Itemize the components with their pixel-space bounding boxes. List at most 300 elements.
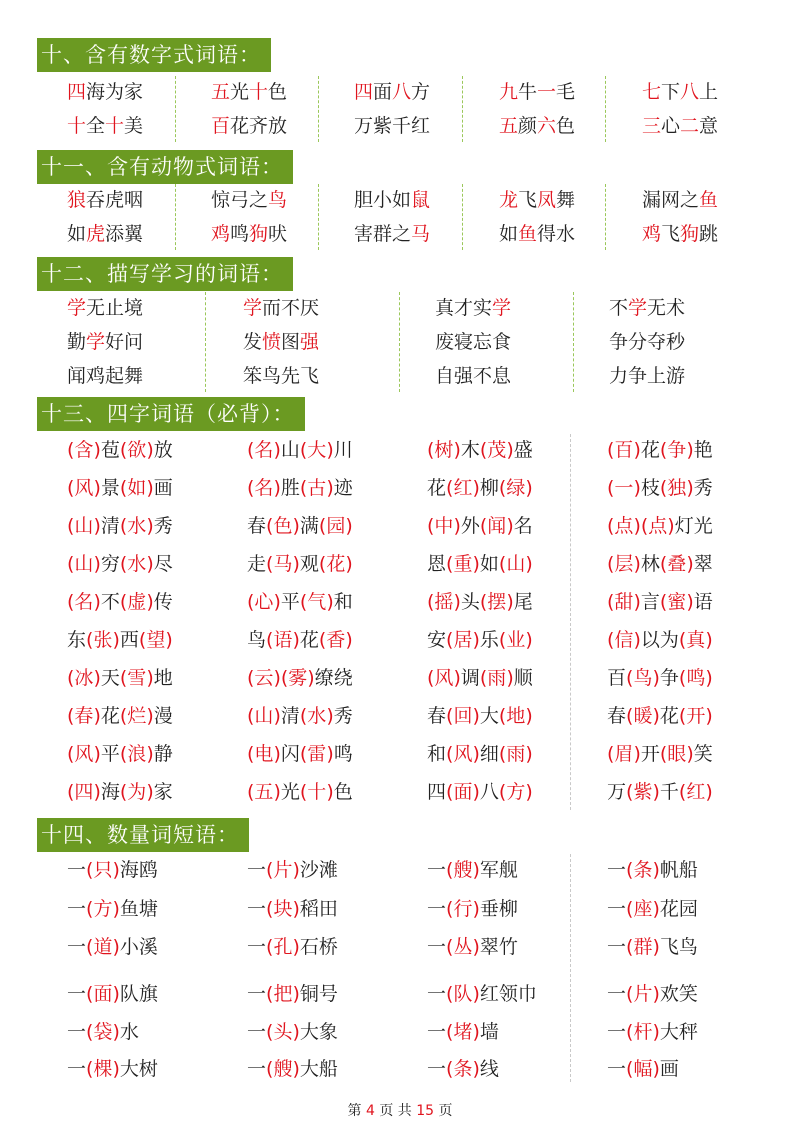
highlight-char: 绿	[506, 477, 526, 499]
phrase-text: 勤	[67, 331, 87, 353]
phrase-text: 毛	[556, 81, 576, 103]
phrase-text: )	[652, 859, 660, 881]
highlight-char: 园	[326, 515, 346, 537]
highlight-char: 五	[499, 115, 519, 137]
phrase-text: 花	[427, 477, 447, 499]
highlight-char: 名	[74, 591, 94, 613]
phrase-text: (	[247, 705, 255, 727]
highlight-char: 争	[667, 439, 687, 461]
phrase-text: 大象	[299, 1021, 338, 1043]
phrase-text: (	[607, 629, 615, 651]
phrase-text: )	[686, 553, 694, 575]
phrase-text: 海鸥	[119, 859, 158, 881]
phrase-text: 心	[661, 115, 681, 137]
phrase-text: (	[607, 439, 615, 461]
phrase-cell	[427, 512, 533, 540]
phrase-text: 百	[607, 667, 627, 689]
phrase-text: 笨鸟先飞	[243, 365, 320, 387]
phrase-text: 春	[607, 705, 627, 727]
highlight-char: 学	[628, 297, 648, 319]
highlight-char: 雾	[288, 667, 308, 689]
phrase-text: 恩	[427, 553, 447, 575]
highlight-char: 大	[307, 439, 327, 461]
phrase-text: )	[292, 1058, 300, 1080]
phrase-cell	[247, 588, 353, 616]
phrase-cell	[67, 895, 158, 923]
phrase-text: (	[318, 553, 327, 575]
phrase-text: (	[607, 477, 615, 499]
column-divider	[205, 292, 206, 392]
phrase-text: (	[607, 553, 615, 575]
phrase-text: )	[273, 705, 281, 727]
phrase-text: )	[112, 983, 120, 1005]
phrase-cell	[642, 186, 718, 214]
phrase-text: )	[326, 477, 334, 499]
phrase-text: )	[633, 743, 641, 765]
highlight-char: 含	[74, 439, 94, 461]
phrase-text: 一	[67, 1058, 87, 1080]
phrase-text: 传	[153, 591, 173, 613]
phrase-cell	[499, 220, 575, 248]
highlight-char: 百	[614, 439, 634, 461]
phrase-text: 无止境	[86, 297, 144, 319]
phrase-text: 美	[124, 115, 144, 137]
phrase-text: )	[472, 983, 480, 1005]
phrase-text: (	[67, 591, 75, 613]
highlight-char: 重	[453, 553, 473, 575]
phrase-cell	[247, 474, 353, 502]
phrase-cell	[427, 933, 518, 961]
highlight-char: 摆	[487, 591, 507, 613]
phrase-text: (	[659, 439, 668, 461]
footer-page-number: 4	[365, 1103, 375, 1119]
phrase-text: (	[299, 705, 308, 727]
phrase-text: 海为家	[86, 81, 144, 103]
phrase-text: 花	[299, 629, 319, 651]
phrase-text: 上	[699, 81, 719, 103]
highlight-char: 茂	[487, 439, 507, 461]
highlight-char: 如	[127, 477, 147, 499]
phrase-text: (	[659, 477, 668, 499]
phrase-text: )	[705, 705, 713, 727]
phrase-text: (	[119, 667, 128, 689]
phrase-text: 一	[607, 859, 627, 881]
phrase-cell	[427, 1018, 499, 1046]
highlight-char: 八	[680, 81, 700, 103]
phrase-text: (	[119, 781, 128, 803]
highlight-char: 鸡	[642, 223, 662, 245]
highlight-char: 层	[614, 553, 634, 575]
phrase-cell	[67, 186, 143, 214]
highlight-char: 十	[67, 115, 87, 137]
phrase-cell	[435, 362, 511, 390]
phrase-text: 如	[479, 553, 499, 575]
phrase-text: )	[112, 629, 120, 651]
phrase-text: )	[146, 705, 154, 727]
phrase-text: 一	[427, 936, 447, 958]
phrase-cell	[67, 112, 143, 140]
phrase-text: 秀	[693, 477, 713, 499]
phrase-text: 顺	[513, 667, 533, 689]
phrase-text: (	[498, 781, 507, 803]
phrase-cell	[67, 664, 173, 692]
footer-mid: 页 共	[379, 1103, 412, 1119]
phrase-text: )	[292, 629, 300, 651]
column-divider	[318, 76, 319, 142]
phrase-cell	[354, 186, 430, 214]
phrase-text: )	[652, 898, 660, 920]
footer-total-pages: 15	[416, 1103, 435, 1119]
phrase-text: 不	[100, 591, 120, 613]
highlight-char: 红	[686, 781, 706, 803]
phrase-cell	[607, 740, 713, 768]
phrase-text: 林	[640, 553, 660, 575]
phrase-text: (	[86, 898, 94, 920]
phrase-text: (	[67, 439, 75, 461]
phrase-text: 鸣	[230, 223, 250, 245]
phrase-text: )	[93, 743, 101, 765]
phrase-cell	[67, 550, 173, 578]
phrase-text: )	[453, 591, 461, 613]
phrase-text: )	[453, 667, 461, 689]
phrase-text: 花齐放	[230, 115, 288, 137]
phrase-text: (	[299, 781, 308, 803]
phrase-cell	[211, 220, 287, 248]
phrase-text: 如	[499, 223, 519, 245]
phrase-text: )	[633, 553, 641, 575]
phrase-text: 好问	[105, 331, 144, 353]
phrase-text: (	[247, 477, 255, 499]
phrase-cell	[607, 588, 713, 616]
highlight-char: 百	[211, 115, 231, 137]
phrase-text: 一	[427, 983, 447, 1005]
phrase-text: (	[299, 591, 308, 613]
phrase-text: (	[498, 477, 507, 499]
phrase-text: 小溪	[119, 936, 158, 958]
phrase-text: 舞	[556, 189, 576, 211]
phrase-cell	[247, 702, 353, 730]
highlight-char: 水	[127, 515, 147, 537]
highlight-char: 心	[254, 591, 274, 613]
phrase-cell	[642, 112, 718, 140]
phrase-text: 万紫千红	[354, 115, 431, 137]
phrase-text: )	[326, 705, 334, 727]
column-divider	[462, 76, 463, 142]
phrase-text: 尾	[513, 591, 533, 613]
highlight-char: 地	[506, 705, 526, 727]
phrase-cell	[67, 626, 173, 654]
phrase-text: 柳	[479, 477, 499, 499]
highlight-char: 鸡	[211, 223, 231, 245]
phrase-text: )	[705, 781, 713, 803]
column-divider	[175, 76, 176, 142]
phrase-cell	[247, 740, 353, 768]
phrase-text: )	[506, 591, 514, 613]
phrase-cell	[67, 1018, 139, 1046]
highlight-char: 山	[74, 553, 94, 575]
phrase-cell	[607, 1018, 698, 1046]
phrase-cell	[247, 933, 338, 961]
phrase-cell	[247, 856, 338, 884]
phrase-text: )	[292, 898, 300, 920]
phrase-cell	[607, 436, 713, 464]
phrase-text: 沙滩	[299, 859, 338, 881]
phrase-cell	[607, 512, 713, 540]
phrase-text: )	[472, 1058, 480, 1080]
highlight-char: 叠	[667, 553, 687, 575]
highlight-char: 十	[307, 781, 327, 803]
phrase-text: 无术	[647, 297, 686, 319]
column-divider	[175, 184, 176, 250]
phrase-text: (	[119, 553, 128, 575]
phrase-text: )	[112, 898, 120, 920]
section-header: 十一、含有动物式词语：	[37, 150, 293, 184]
phrase-cell	[427, 550, 533, 578]
footer-prefix: 第	[347, 1103, 362, 1119]
phrase-text: 争	[659, 667, 679, 689]
phrase-cell	[247, 664, 353, 692]
phrase-text: 花园	[659, 898, 698, 920]
highlight-char: 学	[492, 297, 512, 319]
phrase-text: 欢笑	[659, 983, 698, 1005]
phrase-text: 一	[247, 1021, 267, 1043]
phrase-text: )	[686, 591, 694, 613]
phrase-text: 一	[67, 1021, 87, 1043]
highlight-char: 蜜	[667, 591, 687, 613]
phrase-text: )	[652, 705, 660, 727]
phrase-cell	[427, 980, 537, 1008]
highlight-char: 马	[273, 553, 293, 575]
highlight-char: 云	[254, 667, 274, 689]
column-divider	[573, 292, 574, 392]
phrase-text: )	[686, 743, 694, 765]
highlight-char: 摇	[434, 591, 454, 613]
highlight-char: 眉	[614, 743, 634, 765]
phrase-text: 得水	[537, 223, 576, 245]
phrase-text: 废寝忘食	[435, 331, 512, 353]
highlight-char: 鸣	[686, 667, 706, 689]
phrase-text: 一	[247, 1058, 267, 1080]
phrase-text: )	[705, 667, 713, 689]
phrase-text: 地	[153, 667, 173, 689]
phrase-text: (	[266, 898, 274, 920]
phrase-text: (	[479, 591, 488, 613]
phrase-text: 一	[247, 898, 267, 920]
phrase-text: )	[506, 667, 514, 689]
highlight-char: 头	[273, 1021, 293, 1043]
page-footer	[0, 1100, 800, 1120]
phrase-cell	[247, 980, 338, 1008]
phrase-cell	[499, 78, 575, 106]
phrase-text: (	[626, 1058, 634, 1080]
phrase-text: 言	[640, 591, 660, 613]
phrase-text: 一	[67, 983, 87, 1005]
highlight-char: 花	[326, 553, 346, 575]
phrase-text: 和	[427, 743, 447, 765]
phrase-cell	[67, 512, 173, 540]
phrase-text: 四	[427, 781, 447, 803]
phrase-text: (	[446, 1058, 454, 1080]
phrase-cell	[67, 933, 158, 961]
phrase-text: )	[525, 477, 533, 499]
phrase-text: )	[273, 477, 281, 499]
phrase-text: )	[345, 553, 353, 575]
phrase-text: (	[299, 477, 308, 499]
phrase-text: 细	[479, 743, 499, 765]
phrase-text: )	[326, 439, 334, 461]
phrase-text: (	[266, 515, 274, 537]
highlight-char: 五	[254, 781, 274, 803]
phrase-cell	[354, 112, 430, 140]
highlight-char: 愤	[262, 331, 282, 353]
phrase-text: 花	[659, 705, 679, 727]
phrase-text: )	[506, 439, 514, 461]
highlight-char: 信	[614, 629, 634, 651]
phrase-text: 大船	[299, 1058, 338, 1080]
phrase-text: 画	[153, 477, 173, 499]
phrase-text: (	[67, 743, 75, 765]
phrase-text: 帆船	[659, 859, 698, 881]
phrase-text: 花	[100, 705, 120, 727]
highlight-char: 鸟	[268, 189, 288, 211]
phrase-text: 意	[699, 115, 719, 137]
highlight-char: 马	[411, 223, 431, 245]
phrase-cell	[427, 778, 533, 806]
highlight-char: 袋	[93, 1021, 113, 1043]
phrase-text: (	[626, 705, 634, 727]
phrase-text: )	[525, 781, 533, 803]
phrase-text: )	[292, 1021, 300, 1043]
phrase-text: (	[299, 743, 308, 765]
phrase-text: 家	[153, 781, 173, 803]
phrase-text: 一	[607, 1021, 627, 1043]
phrase-text: )	[93, 667, 101, 689]
phrase-text: )	[705, 629, 713, 651]
phrase-cell	[427, 1055, 499, 1083]
phrase-cell	[607, 702, 713, 730]
phrase-text: (	[318, 515, 327, 537]
phrase-text: 大	[479, 705, 499, 727]
highlight-char: 居	[453, 629, 473, 651]
phrase-text: )	[93, 439, 101, 461]
phrase-text: 一	[247, 983, 267, 1005]
phrase-text: (	[280, 667, 289, 689]
phrase-text: )	[686, 439, 694, 461]
highlight-char: 群	[633, 936, 653, 958]
phrase-text: )	[326, 743, 334, 765]
phrase-text: 方	[411, 81, 431, 103]
phrase-text: 漏网之	[642, 189, 700, 211]
phrase-text: 闪	[280, 743, 300, 765]
phrase-text: (	[659, 743, 668, 765]
highlight-char: 水	[127, 553, 147, 575]
highlight-char: 甜	[614, 591, 634, 613]
phrase-text: 名	[513, 515, 533, 537]
phrase-text: 水	[119, 1021, 139, 1043]
phrase-text: (	[446, 705, 454, 727]
highlight-char: 狗	[249, 223, 269, 245]
phrase-text: (	[446, 859, 454, 881]
phrase-text: (	[67, 477, 75, 499]
phrase-text: 外	[460, 515, 480, 537]
phrase-text: 以为	[640, 629, 679, 651]
phrase-cell	[427, 856, 518, 884]
phrase-text: 天	[100, 667, 120, 689]
highlight-char: 山	[506, 553, 526, 575]
phrase-text: (	[427, 515, 435, 537]
phrase-text: 发	[243, 331, 263, 353]
phrase-text: (	[119, 591, 128, 613]
phrase-text: 图	[281, 331, 301, 353]
phrase-text: 色	[333, 781, 353, 803]
highlight-char: 七	[642, 81, 662, 103]
highlight-char: 暖	[633, 705, 653, 727]
phrase-text: 一	[67, 898, 87, 920]
highlight-char: 雨	[487, 667, 507, 689]
phrase-cell	[67, 740, 173, 768]
highlight-char: 真	[686, 629, 706, 651]
phrase-text: (	[427, 591, 435, 613]
phrase-text: (	[498, 629, 507, 651]
highlight-char: 面	[453, 781, 473, 803]
phrase-text: 笑	[693, 743, 713, 765]
phrase-text: (	[607, 743, 615, 765]
phrase-cell	[247, 1018, 338, 1046]
phrase-text: (	[247, 781, 255, 803]
phrase-text: 一	[427, 1021, 447, 1043]
highlight-char: 二	[680, 115, 700, 137]
phrase-text: 鸟	[247, 629, 267, 651]
phrase-text: (	[659, 553, 668, 575]
highlight-char: 欲	[127, 439, 147, 461]
phrase-text: (	[427, 439, 435, 461]
phrase-text: )	[652, 1058, 660, 1080]
phrase-text: (	[266, 1058, 274, 1080]
phrase-cell	[211, 78, 287, 106]
column-divider	[605, 76, 606, 142]
phrase-text: 花	[640, 439, 660, 461]
phrase-text: )	[146, 553, 154, 575]
phrase-cell	[642, 220, 718, 248]
phrase-text: )	[146, 667, 154, 689]
phrase-text: )	[345, 515, 353, 537]
phrase-text: 军舰	[479, 859, 518, 881]
phrase-text: 一	[607, 936, 627, 958]
highlight-char: 狼	[67, 189, 87, 211]
highlight-char: 十	[249, 81, 269, 103]
phrase-text: 调	[460, 667, 480, 689]
highlight-char: 四	[74, 781, 94, 803]
phrase-text: (	[626, 983, 634, 1005]
phrase-cell	[427, 740, 533, 768]
phrase-cell	[609, 328, 685, 356]
highlight-char: 一	[537, 81, 557, 103]
phrase-text: )	[93, 591, 101, 613]
phrase-text: (	[607, 515, 615, 537]
phrase-text: (	[119, 705, 128, 727]
phrase-text: )	[652, 983, 660, 1005]
phrase-text: 飞鸟	[659, 936, 698, 958]
highlight-char: 虚	[127, 591, 147, 613]
phrase-text: )	[146, 743, 154, 765]
phrase-text: )	[472, 629, 480, 651]
section-header: 十二、描写学习的词语：	[37, 257, 293, 291]
phrase-text: )	[146, 439, 154, 461]
highlight-char: 为	[127, 781, 147, 803]
phrase-text: )	[273, 667, 281, 689]
phrase-text: 线	[479, 1058, 499, 1080]
phrase-cell	[67, 588, 173, 616]
